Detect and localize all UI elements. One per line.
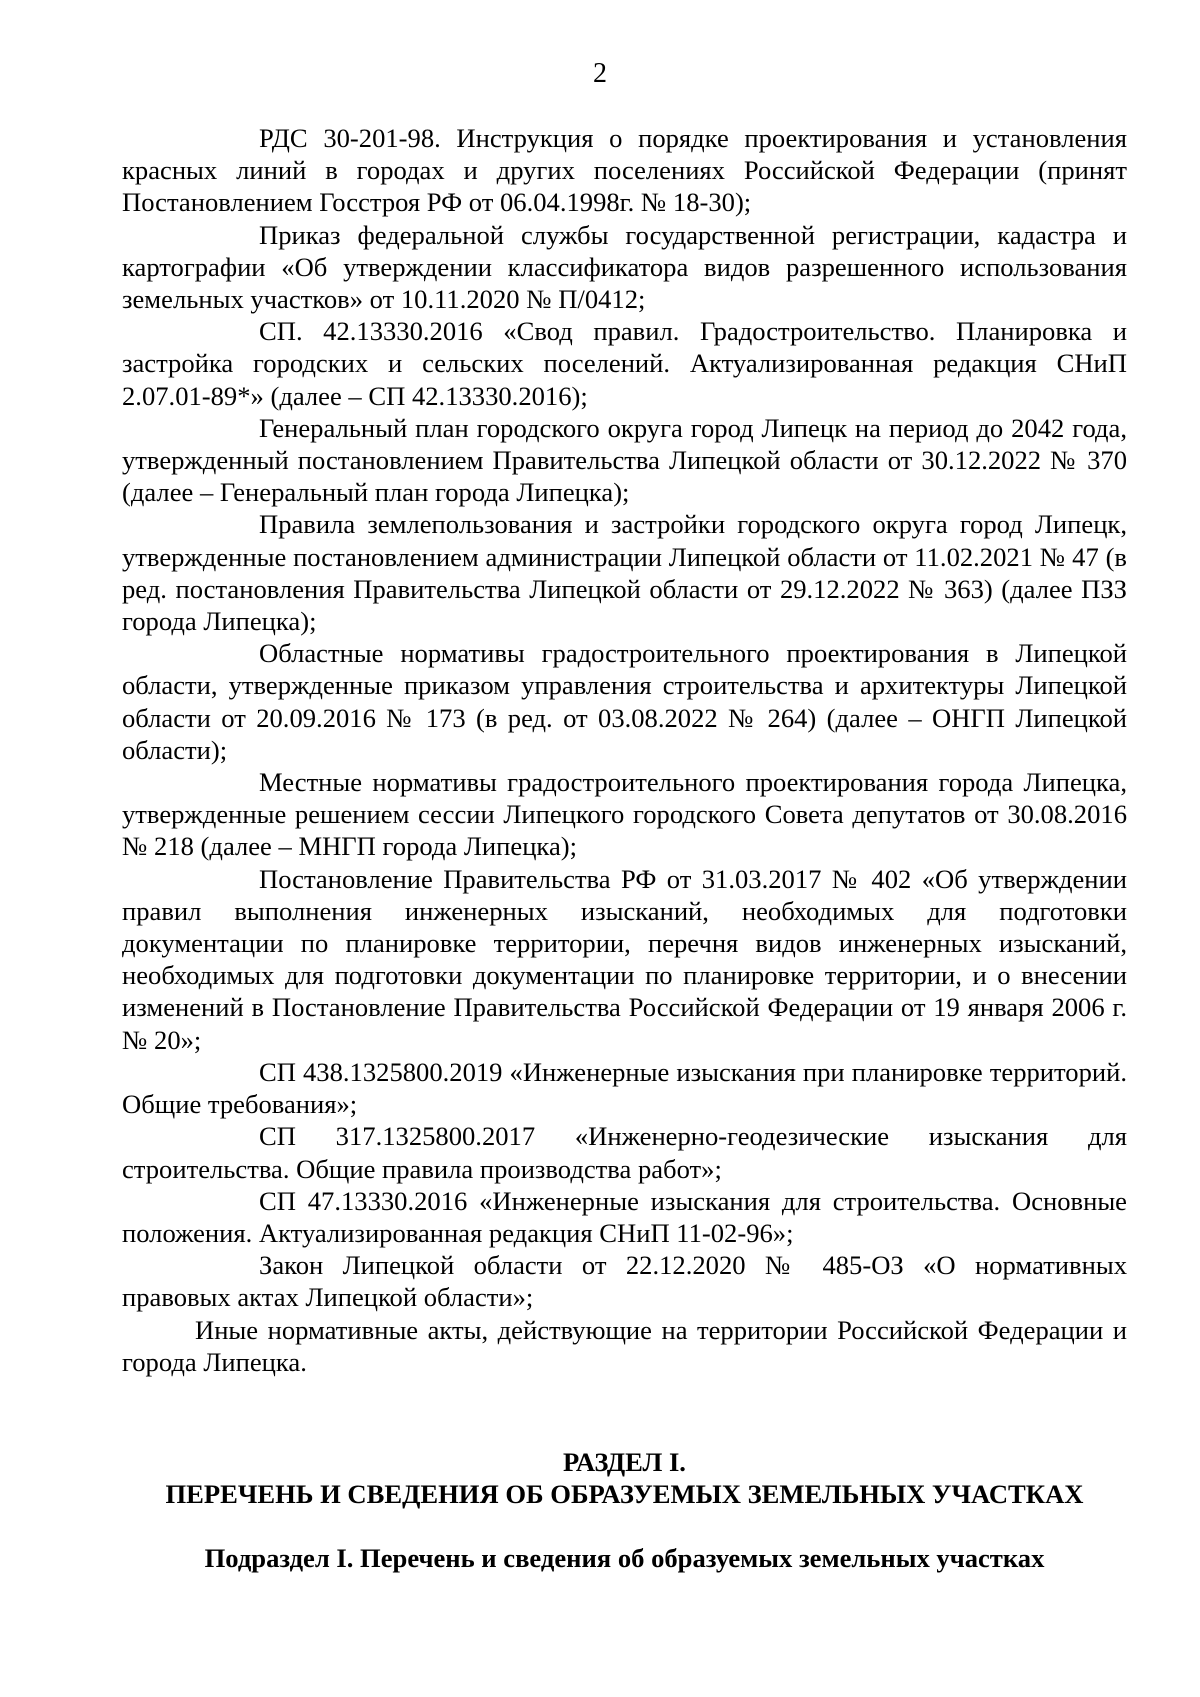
paragraph-sp-42: СП. 42.13330.2016 «Свод правил. Градостроительство. Планировка и застройка городских и сельских поселений. Актуализированная редакция СНиП 2.07.01-89*» (далее – СП 42.13330.2016); [122, 316, 1127, 411]
paragraph-sp-47: СП 47.13330.2016 «Инженерные изыскания для строительства. Основные положения. Актуализированная редакция СНиП 11-02-96»; [122, 1185, 1127, 1248]
subsection-title: Подраздел I. Перечень и сведения об образуемых земельных участках [204, 1543, 1045, 1573]
paragraph-sp-317: СП 317.1325800.2017 «Инженерно-геодезические изыскания для строительства. Общие правила производства работ»; [122, 1121, 1127, 1184]
paragraph-other-acts: Иные нормативные акты, действующие на территории Российской Федерации и города Липецка. [122, 1314, 1127, 1377]
paragraph-rosreestr-order: Приказ федеральной службы государственной регистрации, кадастра и картографии «Об утверждении классификатора видов разрешенного использования земельных участков» от 10.11.2020 № П/0412; [122, 219, 1127, 315]
paragraph-government-decree: Постановление Правительства РФ от 31.03.2017 № 402 «Об утверждении правил выполнения инженерных изысканий, необходимых для подготовки документации по планировке территории, перечня видов инженерных изысканий, необходимых для подготовки документации по планировке территории, и о внесении изменений в Постановление Правительства Российской Федерации от 19 января 2006 г. № 20»; [122, 863, 1127, 1055]
paragraph-sp-438: СП 438.1325800.2019 «Инженерные изыскания при планировке территорий. Общие требования»; [122, 1056, 1127, 1120]
page-number: 2 [593, 58, 607, 89]
paragraph-general-plan: Генеральный план городского округа город Липецк на период до 2042 года, утвержденный постановлением Правительства Липецкой области от 30.12.2022 № 370 (далее – Генеральный план города Липецка); [122, 412, 1127, 508]
paragraph-pzz: Правила землепользования и застройки городского округа город Липецк, утвержденные постановлением администрации Липецкой области от 11.02.2021 № 47 (в ред. постановления Правительства Липецкой области от 29.12.2022 № 363) (далее ПЗЗ города Липецка); [122, 509, 1127, 637]
paragraph-ongp: Областные нормативы градостроительного проектирования в Липецкой области, утвержденные приказом управления строительства и архитектуры Липецкой области от 20.09.2016 № 173 (в ред. от 03.08.2022 № 264) (далее – ОНГП Липецкой области); [122, 638, 1127, 765]
section-heading: РАЗДЕЛ I. [563, 1447, 686, 1477]
paragraph-regional-law: Закон Липецкой области от 22.12.2020 № 485-ОЗ «О нормативных правовых актах Липецкой области»; [122, 1250, 1127, 1313]
section-title: ПЕРЕЧЕНЬ И СВЕДЕНИЯ ОБ ОБРАЗУЕМЫХ ЗЕМЕЛЬНЫХ УЧАСТКАХ [165, 1479, 1084, 1509]
paragraph-rds: РДС 30-201-98. Инструкция о порядке проектирования и установления красных линий в городах и других поселениях Российской Федерации (принят Постановлением Госстроя РФ от 06.04.1998г. № 18-30); [122, 123, 1127, 218]
paragraph-mngp: Местные нормативы градостроительного проектирования города Липецка, утвержденные решением сессии Липецкого городского Совета депутатов от 30.08.2016 № 218 (далее – МНГП города Липецка); [122, 767, 1127, 862]
regulations-list [122, 122, 1127, 1378]
